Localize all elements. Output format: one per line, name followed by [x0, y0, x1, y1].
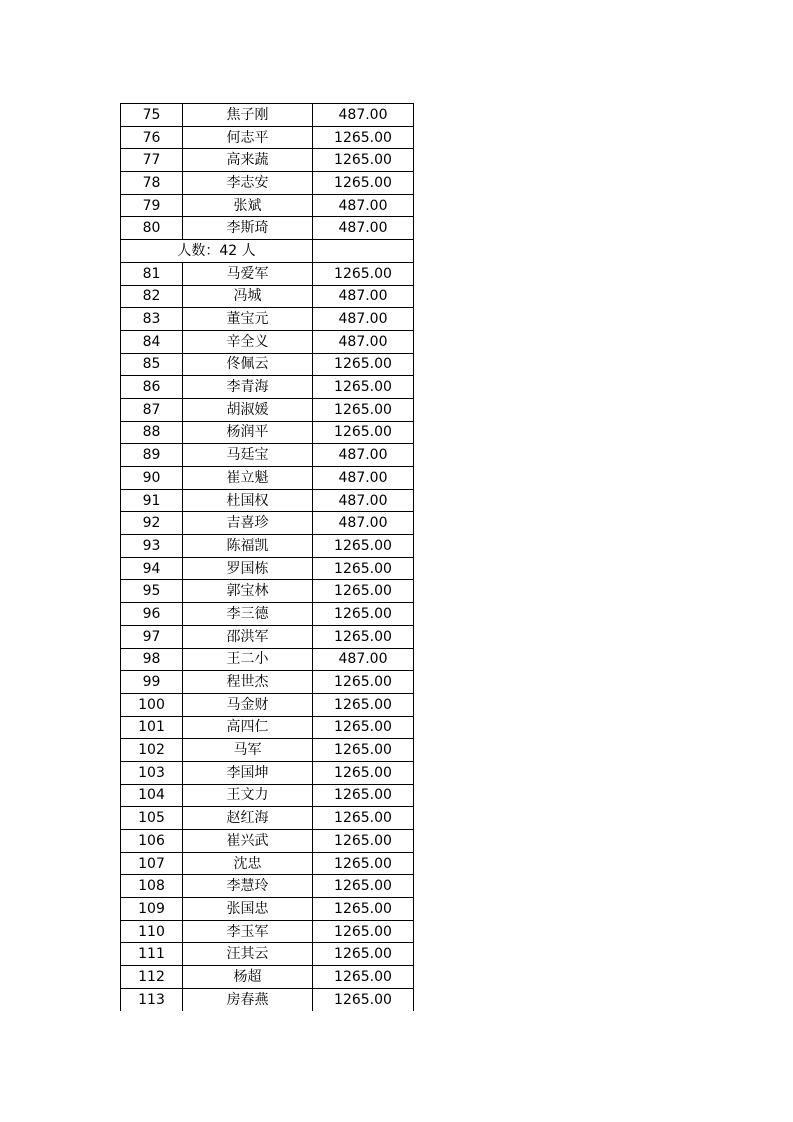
- table-row: [121, 535, 414, 558]
- row-number-cell: 79: [121, 194, 183, 217]
- row-number-cell: 87: [121, 398, 183, 421]
- payment-sheet: [120, 103, 413, 1011]
- row-number-cell: 82: [121, 285, 183, 308]
- row-number-cell: 83: [121, 308, 183, 331]
- table-row: [121, 966, 414, 989]
- amount-cell: 487.00: [313, 512, 414, 535]
- row-number-cell: 75: [121, 104, 183, 127]
- amount-cell: 487.00: [313, 104, 414, 127]
- table-row: [121, 920, 414, 943]
- table-row: [121, 489, 414, 512]
- row-number-cell: 89: [121, 444, 183, 467]
- headcount-summary-label: 人数：42 人: [121, 240, 313, 263]
- name-cell: 胡淑媛: [183, 398, 313, 421]
- row-number-cell: 86: [121, 376, 183, 399]
- amount-cell: 1265.00: [313, 761, 414, 784]
- amount-cell: 1265.00: [313, 943, 414, 966]
- table-row: [121, 603, 414, 626]
- name-cell: 高四仁: [183, 716, 313, 739]
- name-cell: 汪其云: [183, 943, 313, 966]
- amount-cell: 1265.00: [313, 262, 414, 285]
- table-row: [121, 671, 414, 694]
- name-cell: 李斯琦: [183, 217, 313, 240]
- amount-cell: 1265.00: [313, 716, 414, 739]
- name-cell: 董宝元: [183, 308, 313, 331]
- amount-cell: 1265.00: [313, 693, 414, 716]
- name-cell: 赵红海: [183, 807, 313, 830]
- table-row: [121, 512, 414, 535]
- table-row: [121, 330, 414, 353]
- table-row: [121, 172, 414, 195]
- name-cell: 冯城: [183, 285, 313, 308]
- row-number-cell: 111: [121, 943, 183, 966]
- amount-cell: 1265.00: [313, 172, 414, 195]
- name-cell: 李国坤: [183, 761, 313, 784]
- name-cell: 杜国权: [183, 489, 313, 512]
- table-row: [121, 580, 414, 603]
- name-cell: 张国忠: [183, 898, 313, 921]
- row-number-cell: 98: [121, 648, 183, 671]
- name-cell: 李三德: [183, 603, 313, 626]
- table-row: [121, 943, 414, 966]
- table-row: [121, 444, 414, 467]
- amount-cell: 487.00: [313, 444, 414, 467]
- name-cell: 罗国栋: [183, 557, 313, 580]
- amount-cell: 487.00: [313, 330, 414, 353]
- name-cell: 焦子刚: [183, 104, 313, 127]
- row-number-cell: 95: [121, 580, 183, 603]
- row-number-cell: 88: [121, 421, 183, 444]
- table-row: [121, 376, 414, 399]
- name-cell: 何志平: [183, 126, 313, 149]
- amount-cell: 1265.00: [313, 535, 414, 558]
- row-number-cell: 107: [121, 852, 183, 875]
- name-cell: 辛全义: [183, 330, 313, 353]
- amount-cell: 1265.00: [313, 580, 414, 603]
- amount-cell: 1265.00: [313, 421, 414, 444]
- table-row: [121, 898, 414, 921]
- table-row: [121, 285, 414, 308]
- row-number-cell: 92: [121, 512, 183, 535]
- table-row: [121, 852, 414, 875]
- name-cell: 高来蔬: [183, 149, 313, 172]
- amount-cell: 1265.00: [313, 603, 414, 626]
- table-row: [121, 308, 414, 331]
- name-cell: 马金财: [183, 693, 313, 716]
- row-number-cell: 103: [121, 761, 183, 784]
- amount-cell: 1265.00: [313, 739, 414, 762]
- amount-cell: 1265.00: [313, 398, 414, 421]
- name-cell: 王二小: [183, 648, 313, 671]
- table-row: [121, 353, 414, 376]
- name-cell: 陈福凯: [183, 535, 313, 558]
- row-number-cell: 77: [121, 149, 183, 172]
- name-cell: 郭宝林: [183, 580, 313, 603]
- name-cell: 崔立魁: [183, 467, 313, 490]
- row-number-cell: 100: [121, 693, 183, 716]
- row-number-cell: 96: [121, 603, 183, 626]
- table-row: [121, 988, 414, 1010]
- amount-cell: 1265.00: [313, 966, 414, 989]
- name-cell: 佟佩云: [183, 353, 313, 376]
- amount-cell: 1265.00: [313, 920, 414, 943]
- table-row: [121, 398, 414, 421]
- row-number-cell: 84: [121, 330, 183, 353]
- amount-cell: 1265.00: [313, 126, 414, 149]
- amount-cell: 1265.00: [313, 671, 414, 694]
- name-cell: 李慧玲: [183, 875, 313, 898]
- table-row: [121, 104, 414, 127]
- name-cell: 程世杰: [183, 671, 313, 694]
- amount-cell: 1265.00: [313, 852, 414, 875]
- table-row: [121, 875, 414, 898]
- table-row: [121, 126, 414, 149]
- amount-cell: 1265.00: [313, 353, 414, 376]
- row-number-cell: 76: [121, 126, 183, 149]
- payment-table: [120, 103, 414, 1011]
- row-number-cell: 94: [121, 557, 183, 580]
- table-row: [121, 784, 414, 807]
- summary-row: [121, 240, 414, 263]
- name-cell: 马廷宝: [183, 444, 313, 467]
- name-cell: 王文力: [183, 784, 313, 807]
- amount-cell: 1265.00: [313, 625, 414, 648]
- amount-cell: 487.00: [313, 285, 414, 308]
- row-number-cell: 112: [121, 966, 183, 989]
- name-cell: 马军: [183, 739, 313, 762]
- table-row: [121, 149, 414, 172]
- row-number-cell: 99: [121, 671, 183, 694]
- name-cell: 邵洪军: [183, 625, 313, 648]
- name-cell: 沈忠: [183, 852, 313, 875]
- name-cell: 李玉军: [183, 920, 313, 943]
- name-cell: 李青海: [183, 376, 313, 399]
- table-row: [121, 807, 414, 830]
- table-row: [121, 262, 414, 285]
- row-number-cell: 91: [121, 489, 183, 512]
- table-row: [121, 421, 414, 444]
- amount-cell: 1265.00: [313, 784, 414, 807]
- amount-cell: 487.00: [313, 467, 414, 490]
- row-number-cell: 90: [121, 467, 183, 490]
- row-number-cell: 80: [121, 217, 183, 240]
- name-cell: 房春燕: [183, 988, 313, 1010]
- table-row: [121, 217, 414, 240]
- row-number-cell: 106: [121, 830, 183, 853]
- table-row: [121, 648, 414, 671]
- amount-cell: 487.00: [313, 489, 414, 512]
- amount-cell: 487.00: [313, 194, 414, 217]
- name-cell: 崔兴武: [183, 830, 313, 853]
- row-number-cell: 78: [121, 172, 183, 195]
- table-row: [121, 194, 414, 217]
- table-row: [121, 739, 414, 762]
- amount-cell: 1265.00: [313, 807, 414, 830]
- table-row: [121, 625, 414, 648]
- name-cell: 杨润平: [183, 421, 313, 444]
- amount-cell: 1265.00: [313, 988, 414, 1010]
- table-row: [121, 467, 414, 490]
- amount-cell: 487.00: [313, 308, 414, 331]
- table-row: [121, 761, 414, 784]
- name-cell: 张斌: [183, 194, 313, 217]
- row-number-cell: 105: [121, 807, 183, 830]
- row-number-cell: 81: [121, 262, 183, 285]
- amount-cell: 1265.00: [313, 376, 414, 399]
- table-row: [121, 557, 414, 580]
- table-row: [121, 716, 414, 739]
- row-number-cell: 101: [121, 716, 183, 739]
- row-number-cell: 108: [121, 875, 183, 898]
- table-row: [121, 830, 414, 853]
- amount-cell: 487.00: [313, 217, 414, 240]
- row-number-cell: 102: [121, 739, 183, 762]
- amount-cell: 1265.00: [313, 875, 414, 898]
- summary-amount-cell: [313, 240, 414, 263]
- amount-cell: 1265.00: [313, 898, 414, 921]
- row-number-cell: 85: [121, 353, 183, 376]
- amount-cell: 1265.00: [313, 557, 414, 580]
- amount-cell: 1265.00: [313, 149, 414, 172]
- row-number-cell: 110: [121, 920, 183, 943]
- amount-cell: 1265.00: [313, 830, 414, 853]
- row-number-cell: 104: [121, 784, 183, 807]
- row-number-cell: 97: [121, 625, 183, 648]
- name-cell: 马爱军: [183, 262, 313, 285]
- row-number-cell: 93: [121, 535, 183, 558]
- name-cell: 吉喜珍: [183, 512, 313, 535]
- row-number-cell: 113: [121, 988, 183, 1010]
- amount-cell: 487.00: [313, 648, 414, 671]
- payment-table-body: [121, 104, 414, 1011]
- name-cell: 杨超: [183, 966, 313, 989]
- row-number-cell: 109: [121, 898, 183, 921]
- table-row: [121, 693, 414, 716]
- name-cell: 李志安: [183, 172, 313, 195]
